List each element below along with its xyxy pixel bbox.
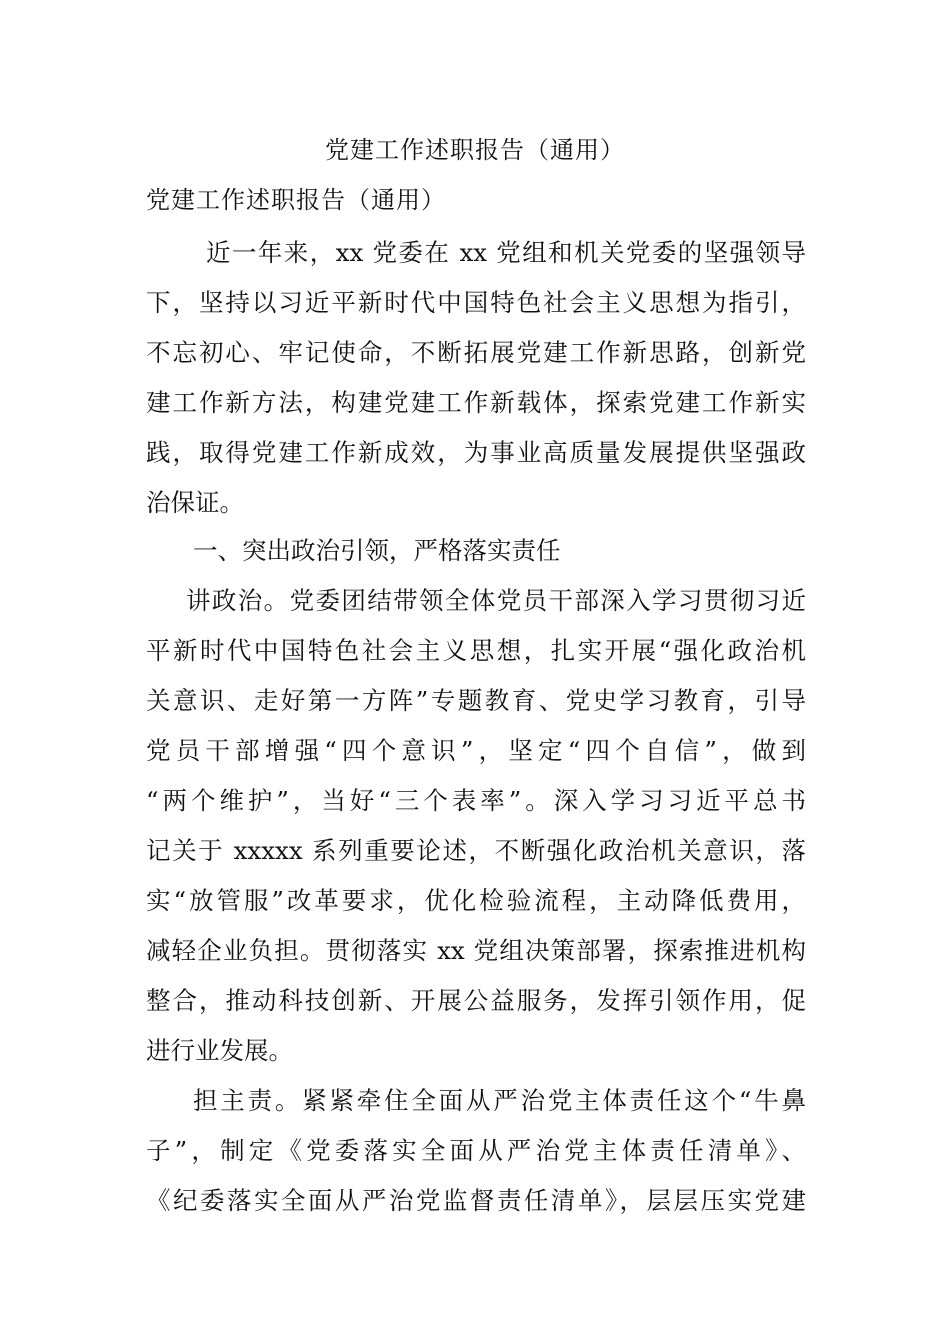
paragraph-line: 平新时代中国特色社会主义思想，扎实开展“强化政治机 [146, 636, 806, 665]
paragraph-line: 关意识、走好第一方阵”专题教育、党史学习教育，引导 [146, 686, 806, 715]
section-heading: 一、突出政治引领，严格落实责任 [193, 536, 561, 565]
intro-line: 下，坚持以习近平新时代中国特色社会主义思想为指引， [146, 288, 806, 317]
paragraph-line: 记关于 xxxxx 系列重要论述，不断强化政治机关意识，落 [146, 836, 806, 865]
paragraph-line: “两个维护”，当好“三个表率”。深入学习习近平总书 [146, 786, 806, 815]
paragraph-line: 实“放管服”改革要求，优化检验流程，主动降低费用， [146, 886, 806, 915]
document-subtitle: 党建工作述职报告（通用） [146, 186, 446, 214]
document-title: 党建工作述职报告（通用） [325, 136, 625, 164]
paragraph-line: 讲政治。党委团结带领全体党员干部深入学习贯彻习近 [186, 586, 806, 615]
paragraph-line: 担主责。紧紧牵住全面从严治党主体责任这个“牛鼻 [193, 1086, 806, 1115]
intro-line: 不忘初心、牢记使命，不断拓展党建工作新思路，创新党 [146, 338, 806, 367]
paragraph-line: 整合，推动科技创新、开展公益服务，发挥引领作用，促 [146, 986, 806, 1015]
intro-line: 践，取得党建工作新成效，为事业高质量发展提供坚强政 [146, 438, 806, 467]
paragraph-line: 党员干部增强“四个意识”，坚定“四个自信”，做到 [146, 736, 806, 765]
intro-line: 建工作新方法，构建党建工作新载体，探索党建工作新实 [146, 388, 806, 417]
paragraph-line: 进行业发展。 [146, 1036, 293, 1065]
paragraph-line: 子”，制定《党委落实全面从严治党主体责任清单》、 [146, 1136, 806, 1165]
paragraph-line: 《纪委落实全面从严治党监督责任清单》，层层压实党建 [146, 1186, 806, 1215]
intro-line: 治保证。 [146, 488, 244, 517]
paragraph-line: 减轻企业负担。贯彻落实 xx 党组决策部署，探索推进机构 [146, 936, 806, 965]
intro-line: 近一年来，xx 党委在 xx 党组和机关党委的坚强领导 [206, 238, 806, 267]
